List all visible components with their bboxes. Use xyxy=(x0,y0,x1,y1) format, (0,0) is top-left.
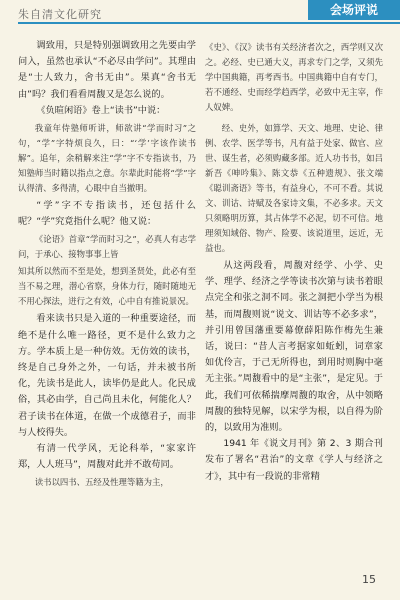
block-quote: 读书以四书、五经及性理等籍为主， xyxy=(34,477,169,488)
block-quote: 《论语》首章“学而时习之”，必真人有志学问，于承心、接物事事上皆 xyxy=(18,234,196,260)
paragraph: “学”字不专指读书，还包括什么呢？“学”究竟指什么呢？他又说： xyxy=(18,200,196,228)
paragraph: 看来读书只是入道的一种重要途径，而绝不是什么唯一路径，更不是什么致力之方。学本质上是一种仿效。无仿效的读书，终是自己身外之外，一句话，并未被书所化，先读书是此人，读毕仍是此人。化民成俗，其必由学，自己尚且未化，何能化人？君子读书在体道，在做一个成德君子，而非与人校得失。 xyxy=(18,313,196,438)
left-column xyxy=(18,38,196,492)
paragraph: 1941 年《说文月刊》第 2、3 期合刊发布了署名“君治”的文章《学人与经济之才》，其中有一段说的非常精 xyxy=(205,438,383,482)
header-rule xyxy=(18,22,400,24)
block-quote: 知其所以然而不至是处，想到圣贤处，此必有至当不易之理，潜心省察，身体力行，随时随地无不用心探法，迸行之有效，心中自有推说景况。 xyxy=(18,266,196,307)
block-quote: 经、史外，如算学、天文、地理、史论、律例、农学、医学等书，凡有益于处家、做官、应世、谋生者，必须购藏多部。近人功书书，如吕新吾《呻吟集》、陈文恭《五种遗规》、张文端《聪训斋语》等书，有益身心，不可不看。其说文、训诂、诗赋及各家诗文集，不必多求。天文只须略明历算，其占体学不必泥，切不可信。地理须知域俗、物产、险要、该说道里，远近，无益也。 xyxy=(205,123,383,253)
block-quote: 我童年侍塾师听讲，师欲讲“学而时习”之句，“学”字特烦良久，曰：“‘学’字该作读书解”。追年，余稍解来注“学”字不专指读书，乃知塾师当时籍以指点之意。尔辈此时能将“学”字认得清、多得清，心眼中自当撤明。 xyxy=(18,123,196,194)
page-number: 15 xyxy=(362,573,376,586)
journal-title: 朱自清文化研究 xyxy=(18,8,102,21)
paragraph: 从这两段看，周馥对经学、小学、史学、理学、经济之学等读书次第与读书着眼点完全和张之洞不同。张之洞把小学当为根基，而周馥则说“说文、训诂等不必多求”，并引用曾国藩重要幕僚薛阳陈作梅先生兼话，说曰：“昔人言考据家如蚯蚓，词章家如优伶言，于己无所得也，到用时则胸中毫无主张。”周馥看中的是“主张”，是定见。于此，我们可依稀揣摩周馥的取舍，从中领略周馥的独特见解，以宋学为根，以自得为阶的，以致用为准则。 xyxy=(205,260,383,434)
paragraph: 《负暄闲语》卷上“读书”中说： xyxy=(36,104,166,116)
block-quote: 《史》、《汉》读书有关经济者次之，西学则又次之。必经、史已通大义，再求专门之学，又须先学中国典籍，再考西书。中国典籍中自有专门，若不通经、史而经学趋西学，必致中无主宰，作人奴婢。 xyxy=(205,42,383,112)
right-column xyxy=(205,38,383,485)
paragraph: 调致用，只是特别强调致用之先要由学问入，虽然也承认“不必尽由学问”。其理由是“士人致力，舍书无由”。果真“舍书无由”吗？我们看看周馥又是怎么说的。 xyxy=(18,40,196,100)
paragraph: 有清一代学风，无论科举，“家家许郑，人人班马”，周馥对此并不敢苟同。 xyxy=(18,443,196,471)
section-tag: 会场评说 xyxy=(308,0,400,20)
page-header xyxy=(0,0,400,32)
